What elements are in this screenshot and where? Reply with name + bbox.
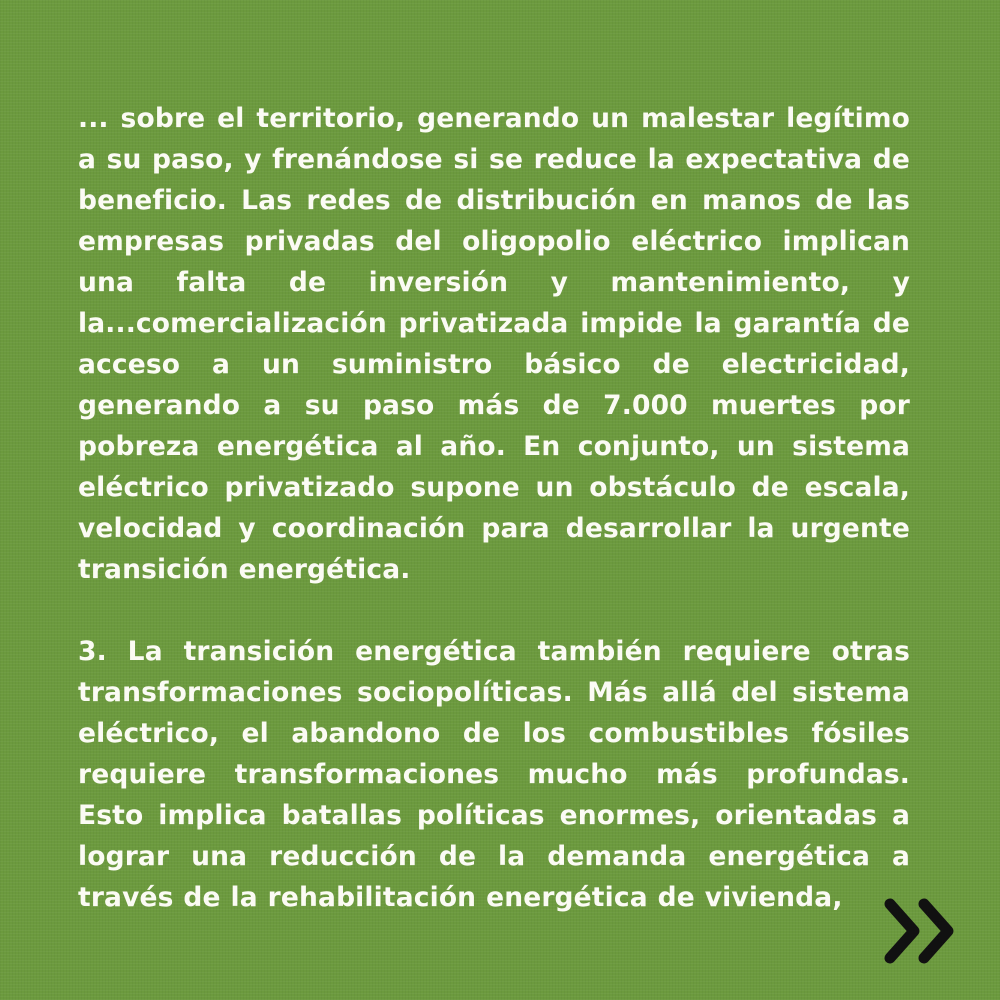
next-slide-button[interactable] (884, 896, 960, 966)
text-page (78, 98, 910, 928)
paragraph-transicion: 3. La transición energética también requiere otras transformaciones sociopolíticas. Más allá del sistema eléctrico, el abandono de los combustibles fósiles requiere transformaciones mucho más profundas. Esto implica batallas políticas enormes, orientadas a lograr una reducción de la demanda energética a través de la rehabilitación energética de vivienda, (78, 636, 910, 913)
double-chevron-right-icon (884, 896, 960, 966)
paragraph-territorio: ... sobre el territorio, generando un malestar legítimo a su paso, y frenándose si se reduce la expectativa de beneficio. Las redes de distribución en manos de las empresas privadas del oligopolio eléctrico implican una falta de inversión y mantenimiento, y la...comercialización privatizada impide la garantía de acceso a un suministro básico de electricidad, generando a su paso más de 7.000 muertes por pobreza energética al año. En conjunto, un sistema eléctrico privatizado supone un obstáculo de escala, velocidad y coordinación para desarrollar la urgente transición energética. (78, 103, 910, 585)
